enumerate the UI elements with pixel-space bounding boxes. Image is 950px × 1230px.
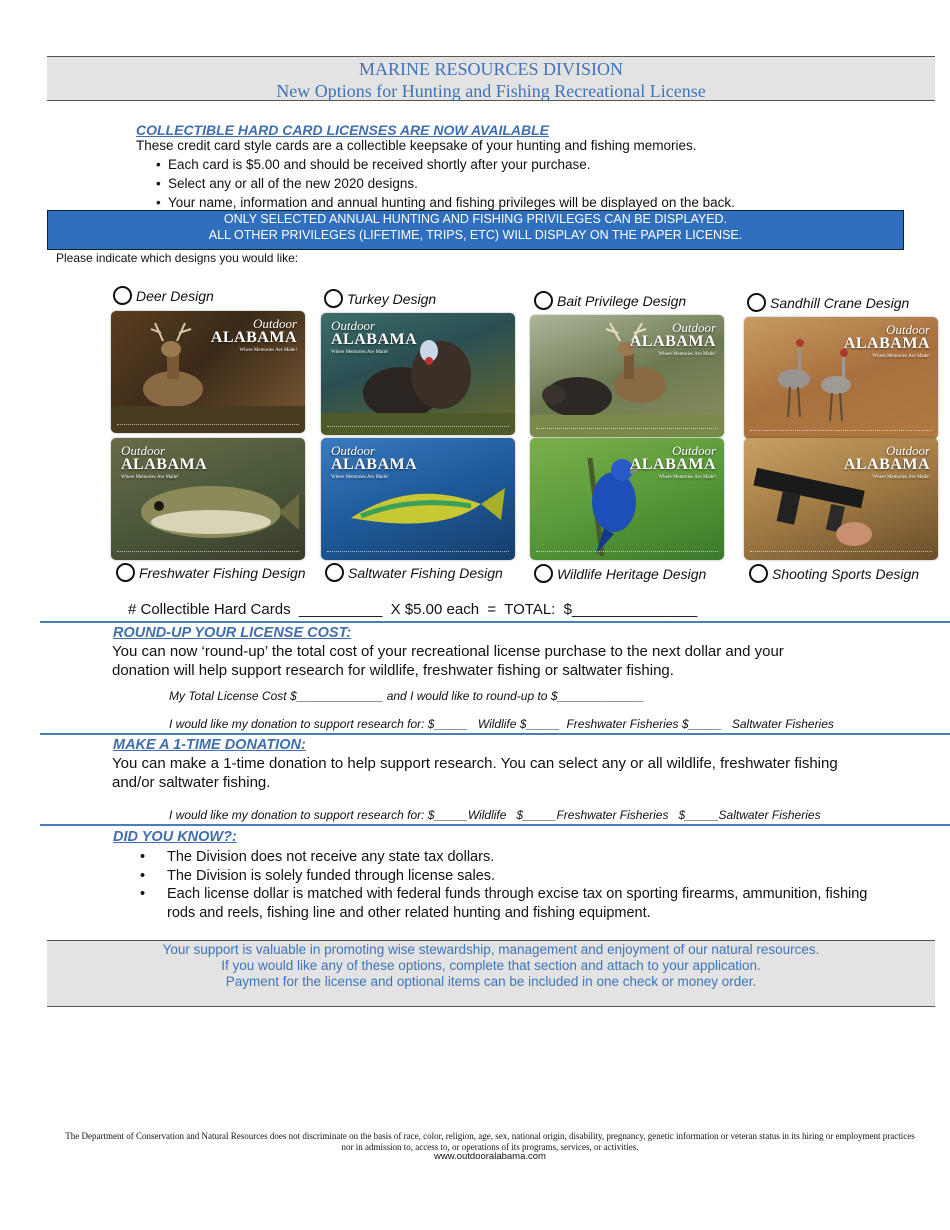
one-time-donation-line[interactable]: I would like my donation to support research for: $_____Wildlife $_____Freshwater Fisheries $_____Saltwater Fisheries <box>169 808 821 822</box>
page-subtitle: New Options for Hunting and Fishing Recreational License <box>276 81 706 101</box>
section-divider <box>40 621 950 623</box>
collectible-title: COLLECTIBLE HARD CARD LICENSES ARE NOW AVAILABLE <box>136 122 549 138</box>
bait-radio[interactable] <box>534 291 553 310</box>
wildlife-card-image <box>530 438 724 560</box>
card-brand: Outdoor ALABAMA Where Memories Are Made! <box>843 443 930 480</box>
know-title: DID YOU KNOW?: <box>113 829 237 845</box>
support-band <box>47 940 935 1007</box>
roundup-cost-line[interactable]: My Total License Cost $_____________ and I would like to round-up to $_____________ <box>169 689 645 703</box>
section-divider <box>40 824 950 826</box>
shooting-radio[interactable] <box>749 564 768 583</box>
donation-title: MAKE A 1-TIME DONATION: <box>113 737 306 753</box>
turkey-design-label: Turkey Design <box>347 290 437 307</box>
header-band <box>47 56 935 101</box>
deer-design-label: Deer Design <box>136 287 214 304</box>
list-item: • Your name, information and annual hunting and fishing privileges will be displayed on the back. <box>136 193 896 212</box>
card-brand: Outdoor ALABAMA Where Memories Are Made! <box>331 443 418 480</box>
bait-design-label: Bait Privilege Design <box>557 292 687 309</box>
wildlife-design-option[interactable] <box>534 564 706 583</box>
deer-design-option[interactable] <box>113 286 214 305</box>
turkey-design-option[interactable] <box>324 289 436 308</box>
card-brand: Outdoor ALABAMA Where Memories Are Made! <box>629 320 716 357</box>
freshwater-radio[interactable] <box>116 563 135 582</box>
roundup-title: ROUND-UP YOUR LICENSE COST: <box>113 625 352 641</box>
turkey-radio[interactable] <box>324 289 343 308</box>
list-item: • The Division is solely funded through license sales. <box>112 867 892 886</box>
non-discrimination-notice: The Department of Conservation and Natural Resources does not discriminate on the basis of race, color, religion, age, sex, national origin, disability, pregnancy, genetic information or veteran status in its hiring or employment practices nor in admission to, access to, or operations of its programs, services, or activities. <box>65 1131 915 1152</box>
freshwater-card-image <box>111 438 305 560</box>
website-link[interactable]: www.outdooralabama.com <box>434 1151 546 1162</box>
saltwater-radio[interactable] <box>325 563 344 582</box>
crane-design-option[interactable] <box>747 293 909 312</box>
list-item: • Select any or all of the new 2020 designs. <box>136 174 896 193</box>
roundup-donation-line[interactable]: I would like my donation to support research for: $_____ Wildlife $_____ Freshwater Fisheries $_____ Saltwater Fisheries <box>169 717 834 731</box>
list-item: • Each license dollar is matched with federal funds through excise tax on sporting firearms, ammunition, fishing rods and reels, fishing line and other related hunting and fishing equipment. <box>112 885 892 922</box>
card-brand: Outdoor ALABAMA Where Memories Are Made! <box>843 322 930 359</box>
support-line-2: If you would like any of these options, complete that section and attach to your application. <box>221 958 761 973</box>
crane-card-image <box>744 317 938 439</box>
footer <box>60 1131 920 1163</box>
shooting-card-image <box>744 438 938 560</box>
turkey-card-image <box>321 313 515 435</box>
notice-line-1: ONLY SELECTED ANNUAL HUNTING AND FISHING PRIVILEGES CAN BE DISPLAYED. <box>223 212 728 226</box>
privileges-notice <box>47 210 904 250</box>
bait-card-image <box>530 315 724 437</box>
deer-radio[interactable] <box>113 286 132 305</box>
freshwater-design-option[interactable] <box>116 563 306 582</box>
card-brand: Outdoor ALABAMA Where Memories Are Made! <box>121 443 208 480</box>
notice-line-2: ALL OTHER PRIVILEGES (LIFETIME, TRIPS, ETC) WILL DISPLAY ON THE PAPER LICENSE. <box>208 227 743 242</box>
crane-radio[interactable] <box>747 293 766 312</box>
saltwater-design-label: Saltwater Fishing Design <box>348 564 503 581</box>
donation-text: You can make a 1-time donation to help support research. You can select any or all wildlife, freshwater fishing and/or saltwater fishing. <box>112 755 838 791</box>
list-item: • Each card is $5.00 and should be received shortly after your purchase. <box>136 155 896 174</box>
know-bullets <box>112 848 892 923</box>
deer-card-image <box>111 311 305 433</box>
shooting-design-label: Shooting Sports Design <box>772 565 920 582</box>
shooting-design-option[interactable] <box>749 564 919 583</box>
wildlife-design-label: Wildlife Heritage Design <box>557 565 707 582</box>
list-item: • The Division does not receive any state tax dollars. <box>112 848 892 867</box>
freshwater-design-label: Freshwater Fishing Design <box>139 564 306 581</box>
saltwater-design-option[interactable] <box>325 563 503 582</box>
support-line-3: Payment for the license and optional items can be included in one check or money order. <box>225 974 757 989</box>
hard-card-total-line[interactable]: # Collectible Hard Cards __________ X $5.00 each = TOTAL: $_______________ <box>128 601 698 618</box>
card-brand: Outdoor ALABAMA Where Memories Are Made! <box>210 316 297 353</box>
section-divider <box>40 733 950 735</box>
support-line-1: Your support is valuable in promoting wise stewardship, management and enjoyment of our natural resources. <box>162 942 820 957</box>
wildlife-radio[interactable] <box>534 564 553 583</box>
collectible-intro: These credit card style cards are a collectible keepsake of your hunting and fishing memories. <box>136 138 697 153</box>
saltwater-card-image <box>321 438 515 560</box>
card-brand: Outdoor ALABAMA Where Memories Are Made! <box>331 318 418 355</box>
bait-design-option[interactable] <box>534 291 686 310</box>
card-brand: Outdoor ALABAMA Where Memories Are Made! <box>629 443 716 480</box>
collectible-bullets <box>136 155 896 212</box>
roundup-text: You can now ‘round-up’ the total cost of your recreational license purchase to the next dollar and your donation will help support research for wildlife, freshwater fishing or saltwater fishing. <box>112 643 784 679</box>
division-title: MARINE RESOURCES DIVISION <box>358 59 623 79</box>
crane-design-label: Sandhill Crane Design <box>770 294 910 311</box>
indicate-designs-label: Please indicate which designs you would like: <box>56 251 299 265</box>
